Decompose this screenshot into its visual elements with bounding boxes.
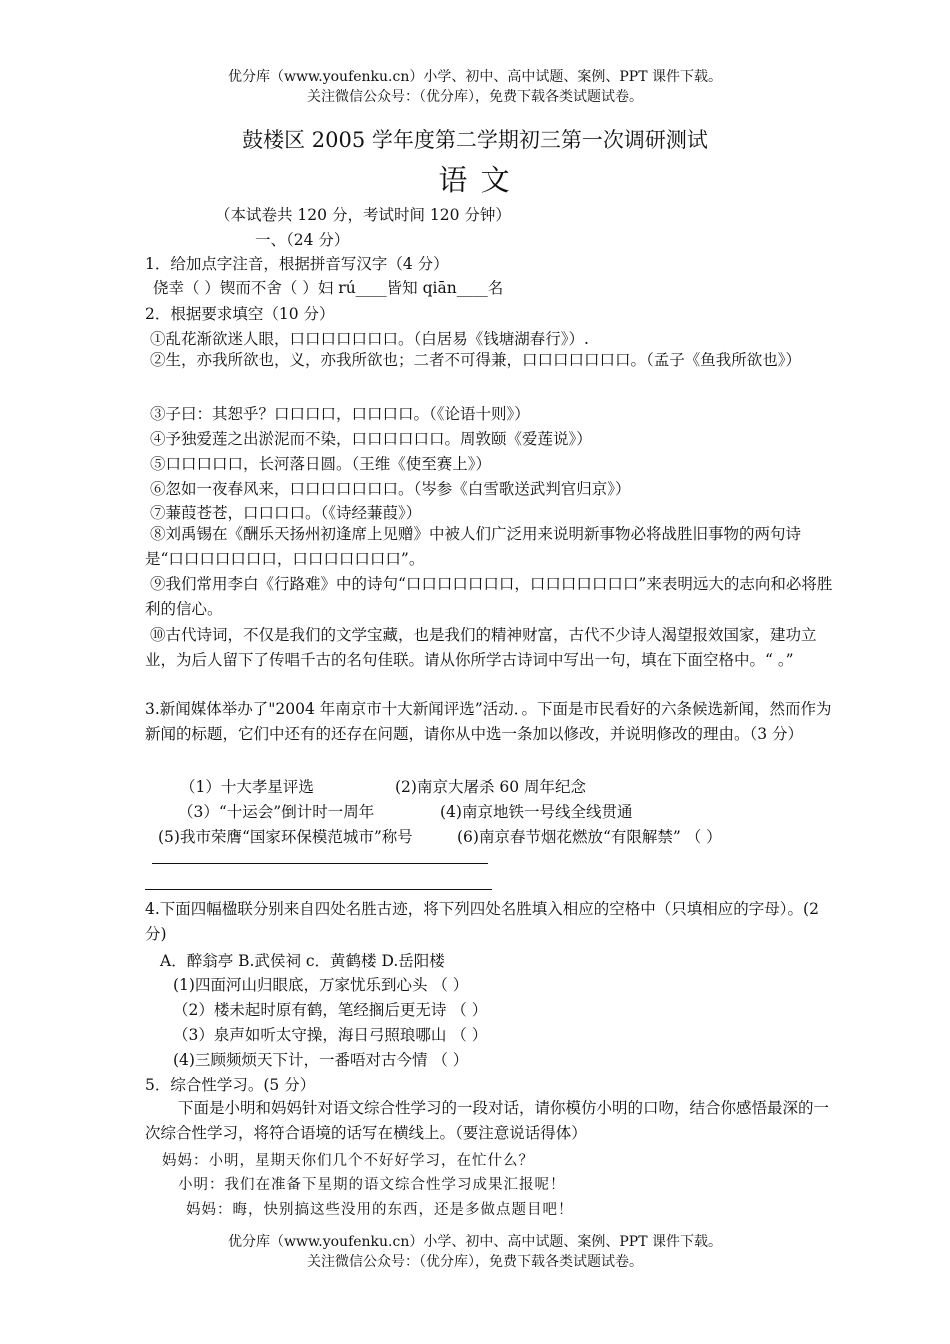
q4-stem: 4.下面四幅楹联分别来自四处名胜古迹，将下列四处名胜填入相应的空格中（只填相应的字母）。(2 分) — [145, 900, 819, 943]
q2-item-10: ⑩古代诗词，不仅是我们的文学宝藏，也是我们的精神财富，古代不少诗人渴望报效国家，建功立业，为后人留下了传唱千古的名句佳联。请从你所学古诗词中写出一句，填在下面空格中。“ 。” — [145, 626, 817, 669]
subject-title: 语 文 — [438, 163, 512, 197]
q5-intro: 下面是小明和妈妈针对语文综合性学习的一段对话，请你模仿小明的口吻，结合你感悟最深的一次综合性学习，将符合语境的话写在横线上。（要注意说话得体） — [145, 1099, 830, 1142]
footer-line-2: 关注微信公众号：（优分库），免费下载各类试题试卷。 — [307, 1254, 643, 1270]
q2-item-4: ④予独爱莲之出淤泥而不染，口口口口口口。周敦颐《爱莲说》） — [150, 430, 592, 448]
q2-item-7: ⑦蒹葭苍苍，口口口口。（《诗经蒹葭》） — [150, 504, 422, 522]
section-one-heading: 一、（24 分） — [255, 231, 350, 249]
q2-item-8: ⑧刘禹锡在《酬乐天扬州初逢席上见赠》中被人们广泛用来说明新事物必将战胜旧事物的两句诗是“口口口口口口口，口口口口口口口”。 — [145, 525, 802, 568]
q2-item-2: ②生，亦我所欲也，义，亦我所欲也；二者不可得兼，口口口口口口口。（孟子《鱼我所欲也》） — [150, 351, 802, 369]
q2-item-1: ①乱花渐欲迷人眼，口口口口口口口。（白居易《钱塘湖春行》）. — [150, 330, 589, 348]
q3-option-5: (5)我市荣膺“国家环保模范城市”称号 — [158, 828, 413, 846]
exam-note: （本试卷共 120 分，考试时间 120 分钟） — [215, 206, 511, 224]
q3-option-3: （3）“十运会”倒计时一周年 — [178, 803, 375, 821]
q2-stem: 2．根据要求填空（10 分） — [145, 305, 335, 323]
q4-couplet-4: (4)三顾频烦天下计，一番唔对古今情 （ ） — [173, 1051, 469, 1069]
q3-option-1: （1）十大孝星评选 — [180, 778, 314, 796]
q2-item-9: ⑨我们常用李白《行路难》中的诗句“口口口口口口口，口口口口口口口”来表明远大的志向和必将胜利的信心。 — [145, 575, 833, 618]
q3-option-6: (6)南京春节烟花燃放“有限解禁” （ ） — [457, 828, 722, 846]
header-line-2: 关注微信公众号：（优分库），免费下载各类试题试卷。 — [307, 89, 643, 105]
q4-couplet-2: （2）楼未起时原有鹤，笔经搁后更无诗 （ ） — [173, 1001, 488, 1019]
q3-stem: 3.新闻媒体举办了"2004 年南京市十大新闻评选”活动．。下面是市民看好的六条候选新闻，然而作为新闻的标题，它们中还有的还存在问题，请你从中选一条加以修改，并说明修改的理由。（3 分） — [145, 700, 832, 743]
q3-option-4: (4)南京地铁一号线全线贯通 — [440, 803, 633, 821]
answer-line-2[interactable] — [145, 889, 492, 890]
q4-couplet-1: (1)四面河山归眼底，万家忧乐到心头 （ ） — [173, 976, 469, 994]
q2-item-5: ⑤口口口口口，长河落日圆。（王维《使至赛上》） — [150, 455, 492, 473]
exam-title: 鼓楼区 2005 学年度第二学期初三第一次调研测试 — [242, 128, 708, 152]
q5-stem: 5．综合性学习。(5 分） — [145, 1076, 316, 1094]
q4-couplet-3: （3）泉声如听太守操，海日弓照琅哪山 （ ） — [173, 1026, 488, 1044]
dialog-xiaoming: 小明：我们在准备下星期的语文综合性学习成果汇报呢！ — [178, 1177, 566, 1193]
dialog-mom-2: 妈妈：晦，快别搞这些没用的东西，还是多做点题目吧！ — [186, 1202, 574, 1218]
q1-line: 侥幸（ ）锲而不舍（ ）妇 rú____皆知 qiān____名 — [153, 279, 504, 297]
footer-line-1: 优分库（www.youfenku.cn）小学、初中、高中试题、案例、PPT 课件下载。 — [227, 1234, 722, 1250]
header-line-1: 优分库（www.youfenku.cn）小学、初中、高中试题、案例、PPT 课件下载。 — [227, 69, 722, 85]
q2-item-3: ③子曰：其恕乎？口口口口，口口口口。（《论语十则》） — [150, 405, 530, 423]
q1-stem: 1．给加点字注音，根据拼音写汉字（4 分） — [145, 255, 449, 273]
dialog-mom-1: 妈妈：小明，星期天你们几个不好好学习，在忙什么？ — [162, 1153, 534, 1169]
q4-options: A．醉翁亭 B.武侯祠 c．黄鹤楼 D.岳阳楼 — [160, 952, 445, 970]
q3-option-2: (2)南京大屠杀 60 周年纪念 — [395, 778, 587, 796]
q2-item-6: ⑥忽如一夜春风来，口口口口口口口。（岑参《白雪歌送武判官归京》） — [150, 480, 631, 498]
answer-line-1[interactable] — [152, 863, 488, 864]
